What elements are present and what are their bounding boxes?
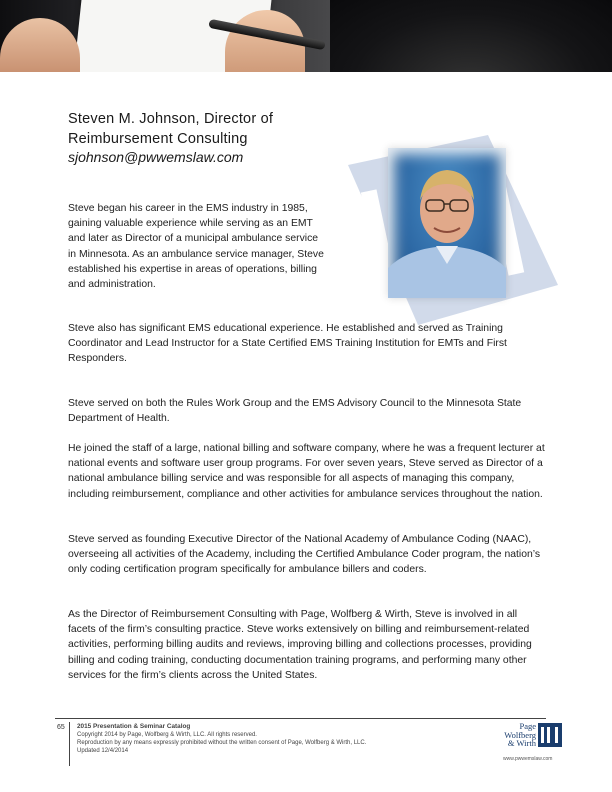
bio-paragraph-5: Steve served as founding Executive Director of the National Academy of Ambulance Coding (NAAC), overseeing all activities of the Academy, including the Certified Ambulance Coder program, the nation’s only coding certification program specifically for ambulance billers and coders. [68, 534, 541, 576]
title-line-1: Steven M. Johnson, Director of [68, 111, 274, 127]
bio-paragraph-2: Steve also has significant EMS educational experience. He established and served as Training Coordinator and Lead Instructor for a State Certified EMS Training Institution for EMTs and First Responders. [68, 323, 507, 365]
footer-url[interactable]: www.pwwemslaw.com [503, 756, 553, 762]
portrait-figure [388, 148, 506, 298]
footer-divider [55, 718, 546, 719]
reproduction-notice: Reproduction by any means expressly prohibited without the written consent of Page, Wolfberg & Wirth, LLC. [77, 740, 367, 746]
left-hand [0, 18, 80, 72]
bio-paragraph-4: He joined the staff of a large, national billing and software company, where he was a frequent lecturer at national events and software user group programs. For over seven years, Steve served as Director of a national ambulance billing service and was responsible for all aspects of managing this company, including reimbursement, compliance and other activities for ambulance services throughout the nation. [68, 443, 545, 500]
bio-paragraph-3: Steve served on both the Rules Work Group and the EMS Advisory Council to the Minnesota State Department of Health. [68, 398, 522, 425]
bio-paragraph-1: Steve began his career in the EMS industry in 1985, gaining valuable experience while serving as an EMT and later as Director of a municipal ambulance service in Minnesota. As an ambulance service manager, Steve established his expertise in areas of operations, billing and administration. [68, 203, 324, 291]
page-title [68, 109, 273, 149]
portrait-photo [388, 148, 506, 298]
footer-vertical-divider [69, 722, 70, 766]
bio-paragraph-6: As the Director of Reimbursement Consulting with Page, Wolfberg & Wirth, Steve is involved in all facets of the firm’s consulting practice. Steve works extensively on billing and reimbursement-related activities, performing billing audits and reviews, improving billing and collections processes, providing billing and coding training, conducting documentation training programs, and performing many other services for the firm’s clients across the United States. [68, 609, 532, 681]
catalog-title: 2015 Presentation & Seminar Catalog [77, 723, 191, 730]
updated-date: Updated 12/4/2014 [77, 748, 129, 754]
header-photo [0, 0, 612, 72]
copyright-line: Copyright 2014 by Page, Wolfberg & Wirth, LLC. All rights reserved. [77, 732, 257, 738]
header-shadow [330, 0, 612, 72]
logo-wordmark: Page Wolfberg & Wirth [504, 721, 536, 748]
title-line-2: Reimbursement Consulting [68, 131, 248, 147]
pww-logo-mark [538, 723, 562, 747]
footer-text [77, 723, 366, 755]
email-address[interactable]: sjohnson@pwwemslaw.com [68, 149, 244, 165]
page-number: 65 [57, 724, 65, 731]
pww-footer-logo [500, 722, 566, 766]
